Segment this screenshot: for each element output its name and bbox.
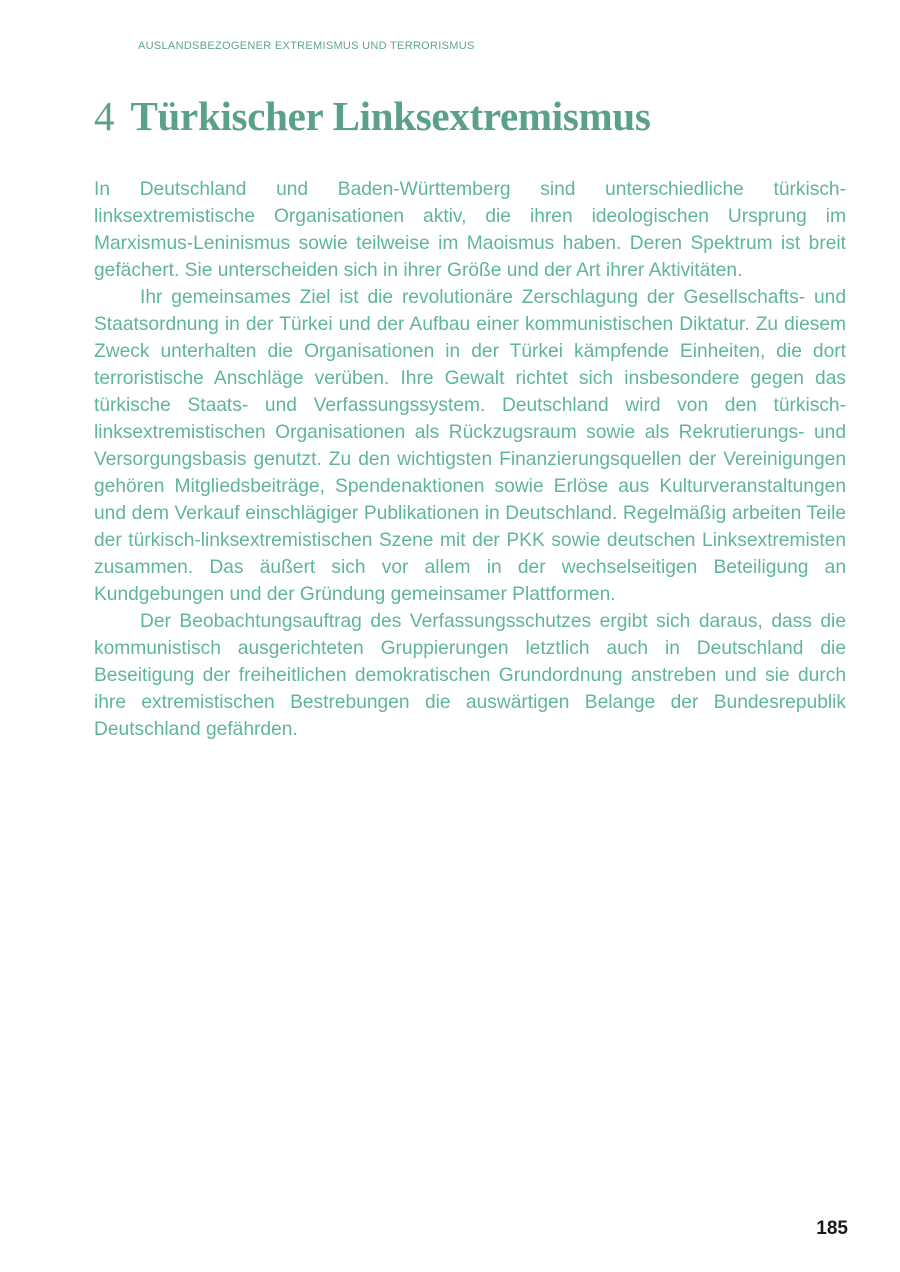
page-number: 185: [816, 1218, 848, 1239]
body-text: [94, 176, 846, 743]
paragraph-1: In Deutschland und Baden-Württemberg sind unterschiedliche türkisch-linksextremistische Organisationen aktiv, die ihren ideologischen Ursprung im Marxismus-Leninismus sowie teilweise im Maoismus haben. Deren Spektrum ist breit gefächert. Sie unterscheiden sich in ihrer Größe und der Art ihrer Aktivitäten.: [94, 179, 846, 281]
paragraph-2: Ihr gemeinsames Ziel ist die revolutionäre Zerschlagung der Gesellschafts- und Staatsordnung in der Türkei und der Aufbau einer kommunistischen Diktatur. Zu diesem Zweck unterhalten die Organisationen in der Türkei kämpfende Einheiten, die dort terroristische Anschläge verüben. Ihre Gewalt richtet sich insbesondere gegen das türkische Staats- und Verfassungssystem. Deutschland wird von den türkisch-linksextremistischen Organisationen als Rückzugsraum sowie als Rekrutierungs- und Versorgungsbasis genutzt. Zu den wichtigsten Finanzierungsquellen der Vereinigungen gehören Mitgliedsbeiträge, Spendenaktionen sowie Erlöse aus Kulturveranstaltungen und dem Verkauf einschlägiger Publikationen in Deutschland. Regelmäßig arbeiten Teile der türkisch-linksextremistischen Szene mit der PKK sowie deutschen Linksextremisten zusammen. Das äußert sich vor allem in der wechselseitigen Beteiligung an Kundgebungen und der Gründung gemeinsamer Plattformen.: [94, 287, 846, 605]
paragraph-3: Der Beobachtungsauftrag des Verfassungsschutzes ergibt sich daraus, dass die kommunistisch ausgerichteten Gruppierungen letztlich auch in Deutschland die Beseitigung der freiheitlichen demokratischen Grundordnung anstreben und sie durch ihre extremistischen Bestrebungen die auswärtigen Belange der Bundesrepublik Deutschland gefährden.: [94, 611, 846, 740]
chapter-title-text: Türkischer Linksextremismus: [130, 93, 651, 139]
chapter-number: 4: [94, 93, 115, 139]
chapter-title: [94, 92, 651, 140]
running-head: AUSLANDSBEZOGENER EXTREMISMUS UND TERRORISMUS: [138, 40, 475, 52]
